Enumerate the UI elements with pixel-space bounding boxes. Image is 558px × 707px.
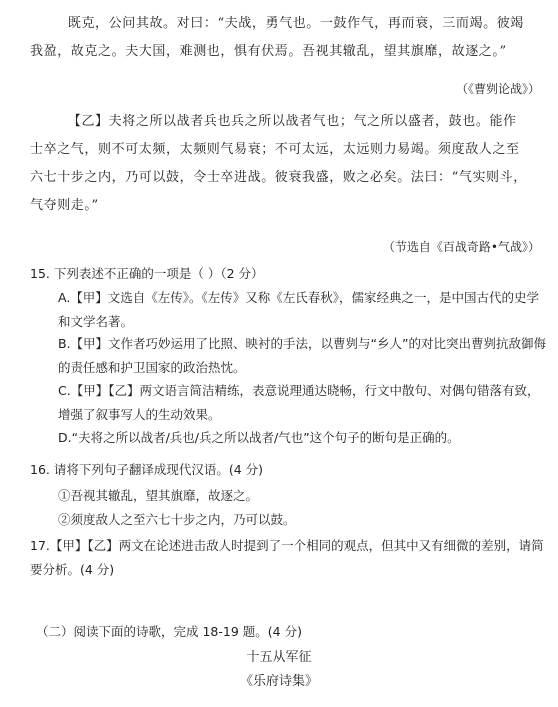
- passage-yi-text: 【乙】夫将之所以战者兵也兵之所以战者气也；气之所以盛者，鼓也。能作士卒之气，则不可太频，太频则气易衰；不可太远，太远则力易竭。须度敌人之至六七十步之内，乃可以鼓，令士卒进战。彼衰我盛，败之必矣。法曰：“气实则斗，气夺则走。”: [30, 114, 527, 213]
- question-16-item-2: ②须度敌人之至六七十步之内，乃可以鼓。: [58, 512, 296, 527]
- question-15-option-b: B.【甲】文作者巧妙运用了比照、映衬的手法，以曹刿与“乡人”的对比突出曹刿抗敌御侮的责任感和护卫国家的政治热忱。: [58, 336, 547, 375]
- passage-jia-source: （《曹刿论战》）: [455, 82, 540, 96]
- question-15-option-a: A.【甲】文选自《左传》。《左传》又称《左氏春秋》，儒家经典之一，是中国古代的史学和文学名著。: [58, 290, 540, 329]
- question-15-stem: 15. 下列表述不正确的一项是（ ）（2 分）: [30, 266, 264, 281]
- poem-source: 《乐府诗集》: [239, 674, 318, 689]
- question-16-item-1: ①吾视其辙乱，望其旗靡，故逐之。: [58, 488, 259, 503]
- question-17-stem: 17.【甲】【乙】两文在论述进击敌人时提到了一个相同的观点，但其中又有细微的差别，请简要分析。(4 分): [30, 538, 544, 577]
- section-2-intro: （二）阅读下面的诗歌，完成 18-19 题。(4 分): [36, 624, 302, 639]
- question-16-stem: 16. 请将下列句子翻译成现代汉语。(4 分): [30, 462, 264, 477]
- poem-title: 十五从军征: [246, 650, 312, 665]
- question-15-option-d: D.“夫将之所以战者/兵也/兵之所以战者/气也”这个句子的断句是正确的。: [58, 430, 460, 445]
- passage-jia-text: 既克，公问其故。对曰：“夫战，勇气也。一鼓作气，再而衰，三而竭。彼竭我盈，故克之。夫大国，难测也，惧有伏焉。吾视其辙乱，望其旗靡，故逐之。”: [30, 16, 524, 59]
- passage-yi-source: （节选自《百战奇路•气战》）: [382, 240, 540, 254]
- question-15-option-c: C.【甲】【乙】两文语言简洁精练，表意说理通达晓畅，行文中散句、对偶句错落有致，增强了叙事写人的生动效果。: [58, 383, 540, 422]
